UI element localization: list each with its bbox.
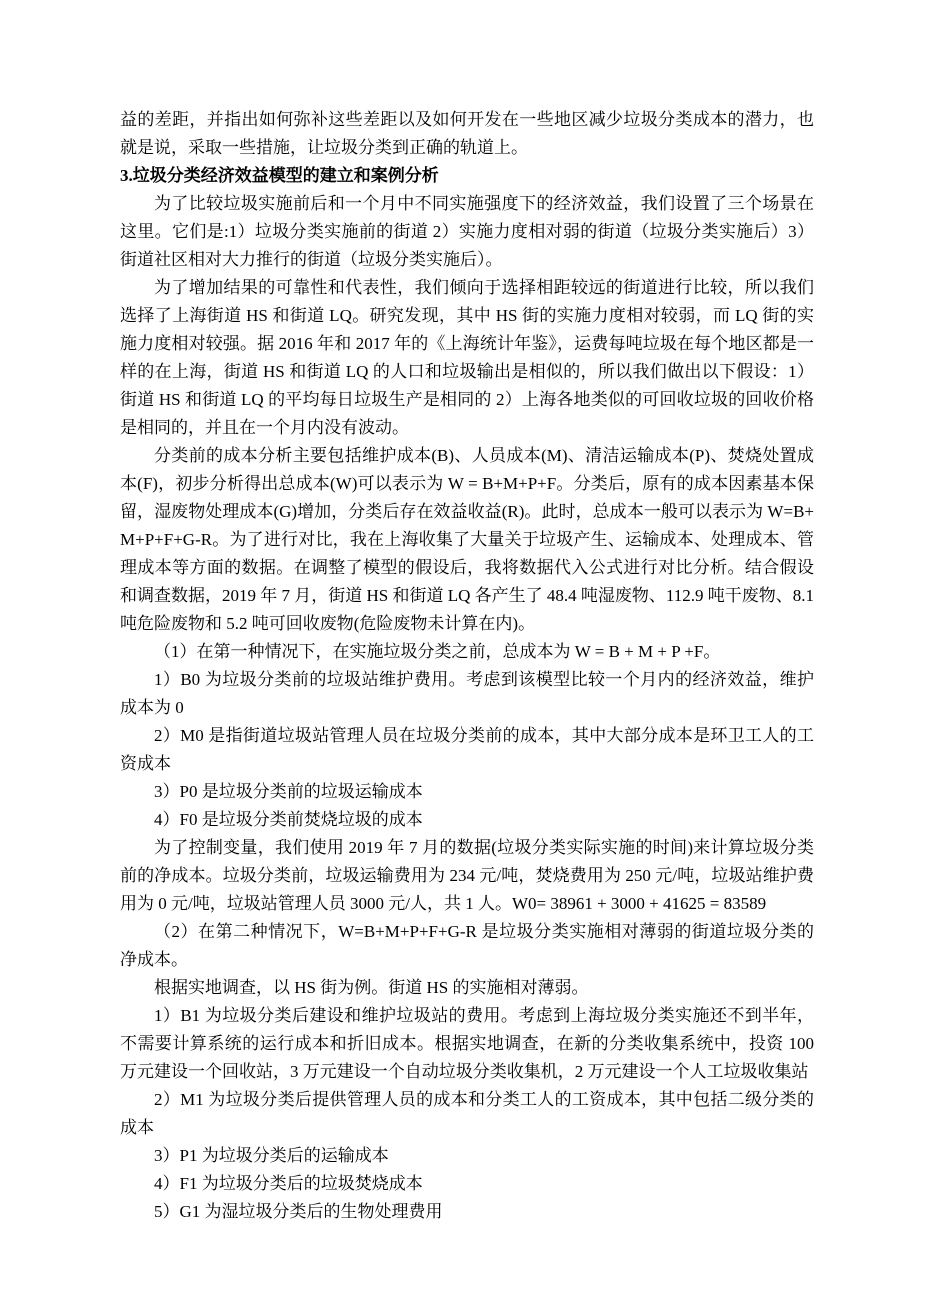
list-item: 5）G1 为湿垃圾分类后的生物处理费用 — [154, 1202, 443, 1221]
list-item: 2）M1 为垃圾分类后提供管理人员的成本和分类工人的工资成本，其中包括二级分类的成本 — [120, 1090, 814, 1137]
list-item: 1）B0 为垃圾分类前的垃圾站维护费用。考虑到该模型比较一个月内的经济效益，维护成本为 0 — [120, 670, 814, 717]
paragraph: 为了控制变量，我们使用 2019 年 7 月的数据(垃圾分类实际实施的时间)来计算垃圾分类前的净成本。垃圾分类前，垃圾运输费用为 234 元/吨，焚烧费用为 250 元/吨，垃圾站维护费用为 0 元/吨，垃圾站管理人员 3000 元/人，共 1 人。W0= 38961 + 3000 + 41625 = 83589 — [120, 838, 814, 913]
document-body — [120, 106, 814, 1226]
paragraph: 根据实地调查，以 HS 街为例。街道 HS 的实施相对薄弱。 — [154, 978, 589, 997]
paragraph: （2）在第二种情况下，W=B+M+P+F+G-R 是垃圾分类实施相对薄弱的街道垃圾分类的净成本。 — [120, 922, 814, 969]
paragraph: 分类前的成本分析主要包括维护成本(B)、人员成本(M)、清洁运输成本(P)、焚烧处置成本(F)，初步分析得出总成本(W)可以表示为 W = B+M+P+F。分类后，原有的成本因素基本保留，湿废物处理成本(G)增加，分类后存在效益收益(R)。此时，总成本一般可以表示为 W=B+M+P+F+G-R。为了进行对比，我在上海收集了大量关于垃圾产生、运输成本、处理成本、管理成本等方面的数据。在调整了模型的假设后，我将数据代入公式进行对比分析。结合假设和调查数据，2019 年 7 月，街道 HS 和街道 LQ 各产生了 48.4 吨湿废物、112.9 吨干废物、8.1 吨危险废物和 5.2 吨可回收废物(危险废物未计算在内)。 — [120, 446, 815, 633]
list-item: 1）B1 为垃圾分类后建设和维护垃圾站的费用。考虑到上海垃圾分类实施还不到半年，不需要计算系统的运行成本和折旧成本。根据实地调查，在新的分类收集系统中，投资 100 万元建设一个回收站，3 万元建设一个自动垃圾分类收集机，2 万元建设一个人工垃圾收集站 — [120, 1006, 814, 1081]
paragraph: （1）在第一种情况下，在实施垃圾分类之前，总成本为 W = B + M + P +F。 — [154, 642, 721, 661]
list-item: 4）F1 为垃圾分类后的垃圾焚烧成本 — [154, 1174, 423, 1193]
list-item: 4）F0 是垃圾分类前焚烧垃圾的成本 — [154, 810, 423, 829]
paragraph: 为了比较垃圾实施前后和一个月中不同实施强度下的经济效益，我们设置了三个场景在这里。它们是:1）垃圾分类实施前的街道 2）实施力度相对弱的街道（垃圾分类实施后）3）街道社区相对大力推行的街道（垃圾分类实施后）。 — [120, 194, 814, 269]
paragraph: 为了增加结果的可靠性和代表性，我们倾向于选择相距较远的街道进行比较，所以我们选择了上海街道 HS 和街道 LQ。研究发现，其中 HS 街的实施力度相对较弱，而 LQ 街的实施力度相对较强。据 2016 年和 2017 年的《上海统计年鉴》，运费每吨垃圾在每个地区都是一样的在上海，街道 HS 和街道 LQ 的人口和垃圾输出是相似的，所以我们做出以下假设：1）街道 HS 和街道 LQ 的平均每日垃圾生产是相同的 2）上海各地类似的可回收垃圾的回收价格是相同的，并且在一个月内没有波动。 — [120, 278, 814, 437]
list-item: 3）P1 为垃圾分类后的运输成本 — [154, 1146, 389, 1165]
list-item: 2）M0 是指街道垃圾站管理人员在垃圾分类前的成本，其中大部分成本是环卫工人的工资成本 — [120, 726, 814, 773]
list-item: 3）P0 是垃圾分类前的垃圾运输成本 — [154, 782, 423, 801]
section-heading: 3.垃圾分类经济效益模型的建立和案例分析 — [120, 166, 439, 185]
paragraph-continuation: 益的差距，并指出如何弥补这些差距以及如何开发在一些地区减少垃圾分类成本的潜力，也就是说，采取一些措施，让垃圾分类到正确的轨道上。 — [120, 110, 814, 157]
